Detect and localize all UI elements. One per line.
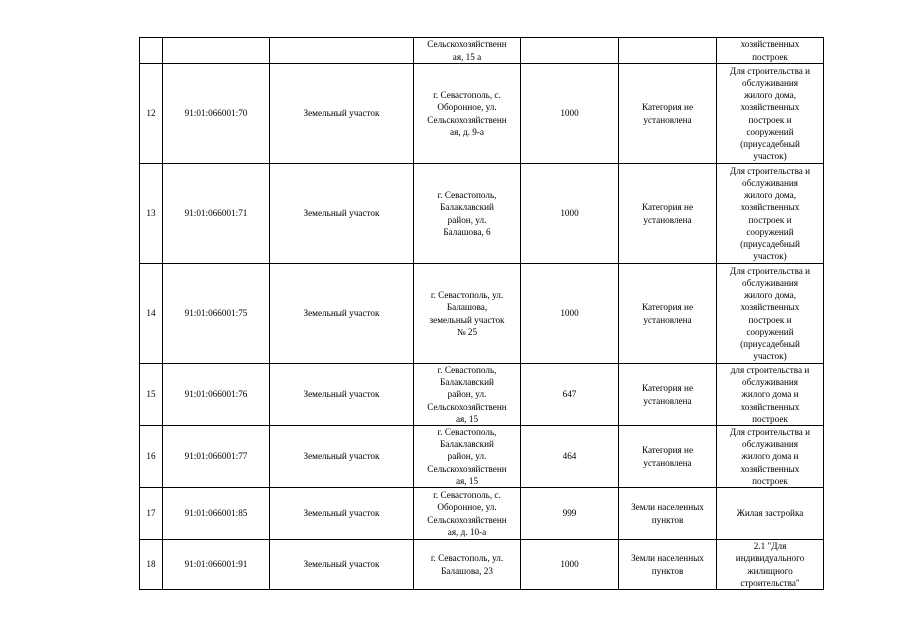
land-category-text: Категория не установлена [641,302,694,325]
table-row [140,364,824,426]
land-category-text: Категория не установлена [641,202,694,225]
land-category-cell [619,264,717,364]
address-cell [414,164,521,264]
land-category-text: Категория не установлена [641,383,694,406]
address-text: Сельскохозяйственн ая, 15 а [427,39,507,62]
area-cell [521,364,619,426]
object-type-cell [270,426,414,488]
area-text: 1000 [560,308,579,319]
table-row [140,540,824,590]
permitted-use-text: для строительства и обслуживания жилого дома и хозяйственных построек [730,365,810,424]
permitted-use-text: Для строительства и обслуживания жилого дома, хозяйственных построек и сооружений (приусадебный участок) [729,65,811,162]
table-row [140,64,824,164]
permitted-use-text: хозяйственных построек [740,39,800,62]
address-cell [414,64,521,164]
area-text: 999 [562,508,577,519]
row-number-text: 16 [146,451,156,462]
address-text: г. Севастополь, Балаклавский район, ул. Сельскохозяйственн ая, 15 [427,365,507,424]
table-row [140,164,824,264]
object-type-text: Земельный участок [303,308,380,319]
cadastral-number-cell [163,164,270,264]
row-number-text: 14 [146,308,156,319]
land-category-text: Категория не установлена [641,445,694,468]
row-number-text: 12 [146,108,156,119]
row-number-cell [140,426,163,488]
object-type-cell [270,364,414,426]
area-text: 464 [562,451,577,462]
object-type-text: Земельный участок [303,389,380,400]
cadastral-number-cell [163,426,270,488]
row-number-text: 18 [146,559,156,570]
land-category-text: Категория не установлена [641,102,694,125]
cadastral-number-text: 91:01:066001:91 [184,559,248,570]
row-number-text: 17 [146,508,156,519]
address-text: г. Севастополь, с. Оборонное, ул. Сельскохозяйственн ая, д. 9-а [427,90,507,137]
permitted-use-text: Жилая застройка [736,508,804,519]
land-category-text: Земли населенных пунктов [631,553,704,576]
object-type-cell [270,264,414,364]
row-number-text: 15 [146,389,156,400]
address-cell [414,264,521,364]
address-text: г. Севастополь, Балаклавский район, ул. Сельскохозяйственн ая, 15 [427,427,507,486]
permitted-use-cell [717,540,824,590]
permitted-use-cell [717,164,824,264]
cadastral-number-text: 91:01:066001:85 [184,508,248,519]
table-body [140,38,824,590]
object-type-cell [270,540,414,590]
cadastral-number-text: 91:01:066001:75 [184,308,248,319]
area-cell [521,264,619,364]
object-type-text: Земельный участок [303,451,380,462]
row-number-cell [140,38,163,64]
permitted-use-text: Для строительства и обслуживания жилого дома, хозяйственных построек и сооружений (приусадебный участок) [729,265,811,362]
table-row [140,264,824,364]
object-type-text: Земельный участок [303,508,380,519]
permitted-use-text: Для строительства и обслуживания жилого дома, хозяйственных построек и сооружений (приусадебный участок) [729,165,811,262]
area-cell [521,426,619,488]
permitted-use-text: 2.1 "Для индивидуального жилищного строительства" [735,541,805,588]
cadastral-number-text: 91:01:066001:77 [184,451,248,462]
area-text: 1000 [560,559,579,570]
permitted-use-cell [717,364,824,426]
address-text: г. Севастополь, ул. Балашова, земельный участок № 25 [429,290,505,337]
land-category-cell [619,364,717,426]
area-text: 1000 [560,208,579,219]
row-number-cell [140,540,163,590]
address-text: г. Севастополь, ул. Балашова, 23 [430,553,504,576]
permitted-use-cell [717,264,824,364]
cadastral-number-text: 91:01:066001:70 [184,108,248,119]
cadastral-number-cell [163,540,270,590]
area-cell [521,64,619,164]
land-category-cell [619,540,717,590]
row-number-cell [140,488,163,540]
land-category-cell [619,64,717,164]
cadastral-number-text: 91:01:066001:76 [184,389,248,400]
cadastral-number-cell [163,488,270,540]
land-category-cell [619,426,717,488]
object-type-cell [270,488,414,540]
object-type-cell [270,164,414,264]
object-type-cell [270,38,414,64]
address-cell [414,364,521,426]
cadastral-number-cell [163,38,270,64]
cadastral-number-cell [163,264,270,364]
cadastral-number-cell [163,64,270,164]
row-number-text: 13 [146,208,156,219]
cadastral-number-text: 91:01:066001:71 [184,208,248,219]
table-row [140,38,824,64]
area-cell [521,164,619,264]
land-category-cell [619,164,717,264]
permitted-use-cell [717,488,824,540]
permitted-use-cell [717,64,824,164]
object-type-text: Земельный участок [303,559,380,570]
address-cell [414,38,521,64]
land-category-cell [619,38,717,64]
object-type-text: Земельный участок [303,208,380,219]
area-cell [521,540,619,590]
permitted-use-text: Для строительства и обслуживания жилого дома и хозяйственных построек [729,427,811,486]
object-type-text: Земельный участок [303,108,380,119]
row-number-cell [140,364,163,426]
address-text: г. Севастополь, Балаклавский район, ул. Балашова, 6 [437,190,497,237]
land-plots-table [139,37,824,590]
land-category-cell [619,488,717,540]
object-type-cell [270,64,414,164]
table-row [140,426,824,488]
address-cell [414,540,521,590]
area-cell [521,488,619,540]
row-number-cell [140,164,163,264]
permitted-use-cell [717,426,824,488]
area-text: 1000 [560,108,579,119]
land-category-text: Земли населенных пунктов [631,502,704,525]
area-cell [521,38,619,64]
row-number-cell [140,64,163,164]
row-number-cell [140,264,163,364]
address-cell [414,488,521,540]
cadastral-number-cell [163,364,270,426]
address-cell [414,426,521,488]
address-text: г. Севастополь, с. Оборонное, ул. Сельскохозяйственн ая, д. 10-а [427,490,507,537]
area-text: 647 [562,389,577,400]
permitted-use-cell [717,38,824,64]
table-row [140,488,824,540]
